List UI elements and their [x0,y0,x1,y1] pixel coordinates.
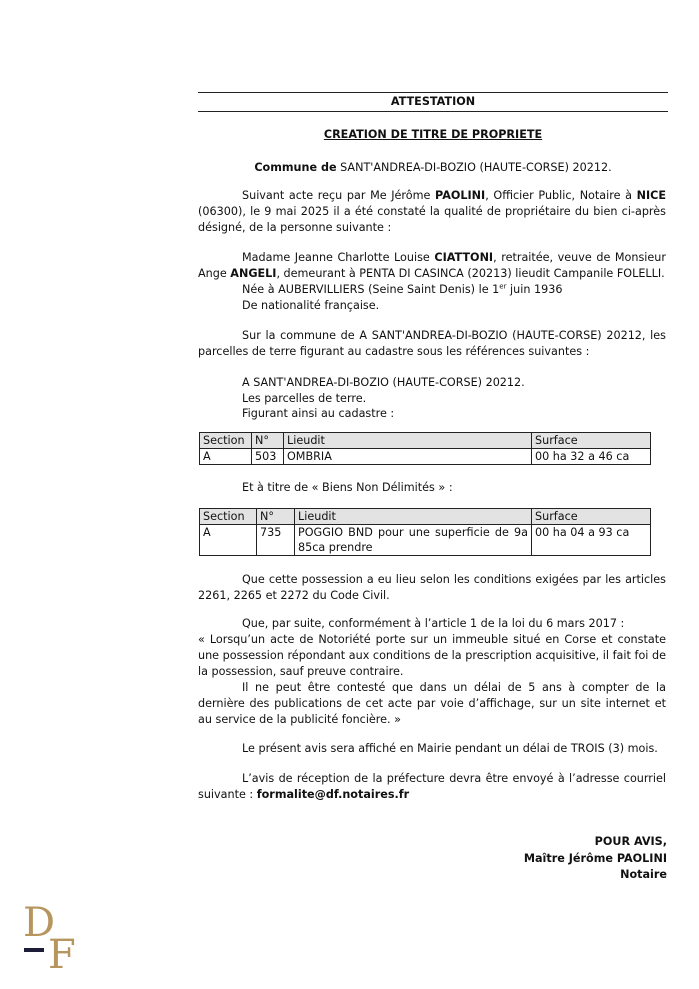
header-lieudit: Lieudit [295,509,532,525]
owner-birth [242,282,666,298]
commune-paragraph-text: Sur la commune de A SANT'ANDREA-DI-BOZIO (HAUTE-CORSE) 20212, les parcelles de terre figurant au cadastre sous les références suivantes : [198,329,666,358]
owner-text-2: , retraitée, veuve de Monsieur Ange [198,251,666,280]
logo-letter-d: D [23,900,56,946]
cell-lieudit: POGGIO BND pour une superficie de 9a 85ca prendre [295,525,532,556]
header-lieudit: Lieudit [284,433,532,449]
cell-section: A [200,525,257,556]
intro-paragraph [198,188,666,236]
table-header-row [200,433,651,449]
notary-city: NICE [636,189,666,202]
intro-text-2: , Officier Public, Notaire à [485,189,637,202]
table-row [200,525,651,556]
cell-number: 735 [257,525,295,556]
commune-value: SANT'ANDREA-DI-BOZIO (HAUTE-CORSE) 20212. [340,161,612,174]
spouse-surname: ANGELI [230,267,277,280]
title-rule [198,111,668,112]
cell-section: A [200,449,252,465]
signature-line-3: Notaire [620,868,667,881]
birth-text-b: juin 1936 [506,283,563,296]
law-paragraph [198,616,666,728]
cell-surface: 00 ha 32 a 46 ca [532,449,651,465]
birth-text-a: Née à AUBERVILLIERS (Seine Saint Denis) le 1 [242,283,500,296]
table-header-row [200,509,651,525]
owner-paragraph [198,250,666,282]
header-surface: Surface [532,509,651,525]
law-quote-2: Il ne peut être contesté que dans un délai de 5 ans à compter de la dernière des publications de cet acte par voie d’affichage, sur un site internet et au service de la publicité foncière. » [198,681,666,726]
top-rule [198,92,668,93]
table-row [200,449,651,465]
owner-surname: CIATTONI [434,251,494,264]
signature-line-1: POUR AVIS, [594,835,667,848]
commune-paragraph [198,328,666,360]
cell-surface: 00 ha 04 a 93 ca [532,525,651,556]
owner-nationality: De nationalité française. [242,299,380,312]
intro-text-3: (06300), le 9 mai 2025 il a été constaté la qualité de propriétaire du bien ci-après désigné, de la personne suivante : [198,205,666,234]
possession-paragraph [198,572,666,604]
affichage-paragraph [198,741,666,757]
plot-line-3: Figurant ainsi au cadastre : [242,407,395,420]
header-surface: Surface [532,433,651,449]
header-number: N° [252,433,284,449]
logo-letter-f: F [48,932,76,972]
notary-name: PAOLINI [435,189,486,202]
avis-paragraph [198,771,666,803]
header-section: Section [200,433,252,449]
cell-lieudit: OMBRIA [284,449,532,465]
affichage-text: Le présent avis sera affiché en Mairie pendant un délai de TROIS (3) mois. [242,742,658,755]
owner-text-1: Madame Jeanne Charlotte Louise [242,251,435,264]
commune-line [198,160,668,176]
df-logo [20,900,90,972]
commune-label: Commune de [254,161,337,174]
intro-text-1: Suivant acte reçu par Me Jérôme [242,189,436,202]
law-quote-1: « Lorsqu’un acte de Notoriété porte sur un immeuble situé en Corse et constate une possession répondant aux conditions de la prescription acquisitive, il fait foi de la possession, sauf preuve contraire. [198,633,666,678]
owner-text-3: , demeurant à PENTA DI CASINCA (20213) lieudit Campanile FOLELLI. [276,267,665,280]
possession-text: Que cette possession a eu lieu selon les conditions exigées par les articles 2261, 2265 et 2272 du Code Civil. [198,573,666,602]
document-title: ATTESTATION [390,95,476,108]
contact-email: formalite@df.notaires.fr [256,788,410,801]
signature-line-2: Maître Jérôme PAOLINI [523,852,667,865]
document-subtitle: CREATION DE TITRE DE PROPRIETE [323,128,543,141]
logo-bar [24,948,44,952]
cadastre-table [199,432,651,465]
header-section: Section [200,509,257,525]
bnd-intro: Et à titre de « Biens Non Délimités » : [242,481,453,494]
cell-number: 503 [252,449,284,465]
bnd-table [199,508,651,556]
law-intro: Que, par suite, conformément à l’article 1 de la loi du 6 mars 2017 : [242,617,625,630]
plot-line-1: A SANT'ANDREA-DI-BOZIO (HAUTE-CORSE) 20212. [242,376,525,389]
plot-line-2: Les parcelles de terre. [242,392,367,405]
header-number: N° [257,509,295,525]
birth-sup: er [499,282,507,291]
avis-text: L’avis de réception de la préfecture devra être envoyé à l’adresse courriel suivante : [198,772,666,801]
